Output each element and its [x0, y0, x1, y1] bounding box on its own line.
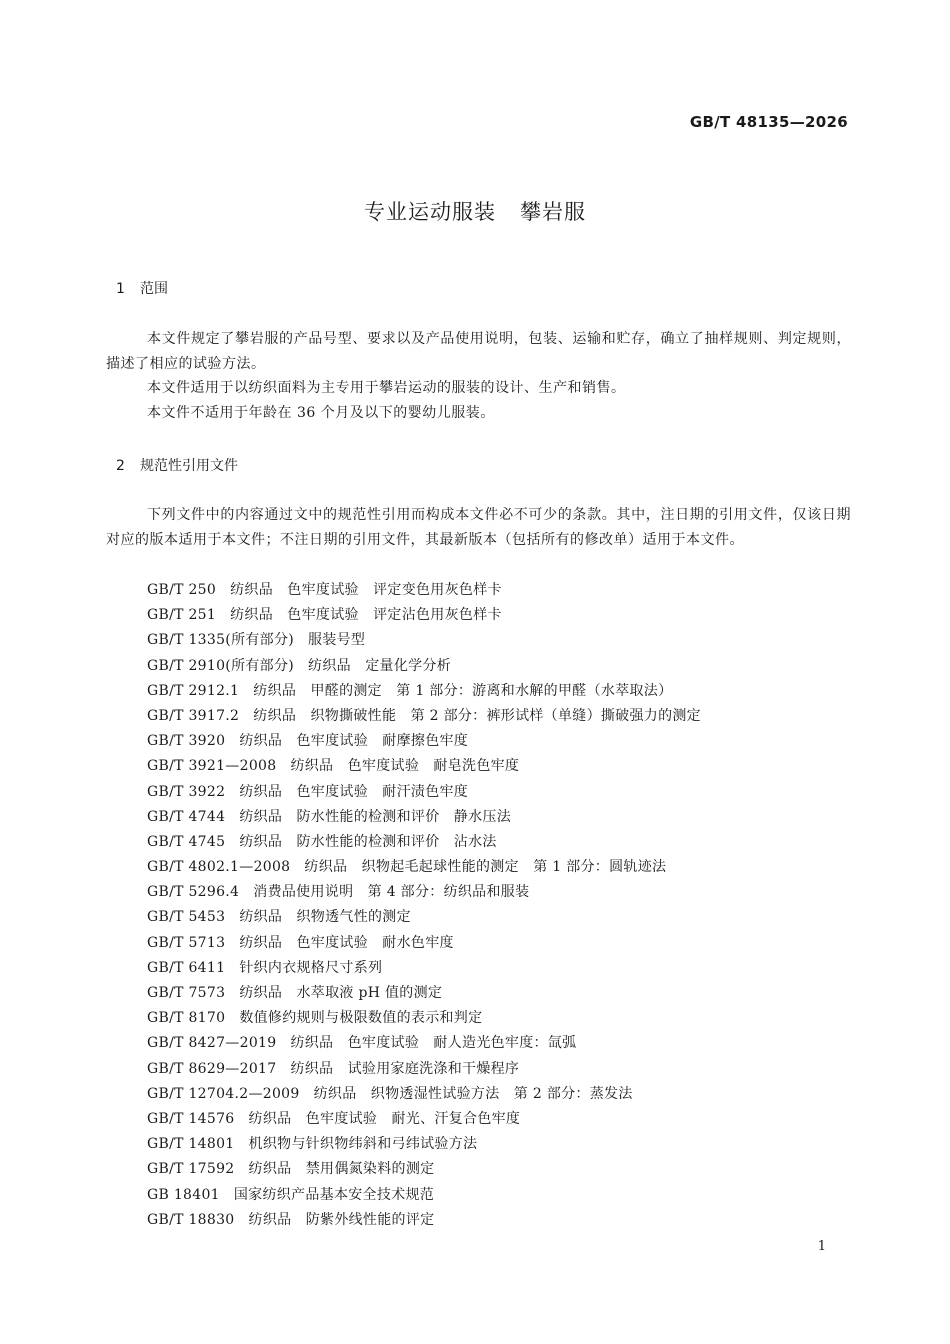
- reference-item: [147, 1031, 701, 1056]
- reference-title: 纺织品 试验用家庭洗涤和干燥程序: [290, 1060, 520, 1077]
- reference-title: 数值修约规则与极限数值的表示和判定: [239, 1010, 483, 1027]
- reference-title: 纺织品 防水性能的检测和评价 沾水法: [239, 833, 497, 850]
- reference-code: GB/T 4744: [147, 808, 226, 825]
- reference-item: [147, 956, 701, 981]
- reference-item: [147, 754, 701, 779]
- references-intro: 下列文件中的内容通过文中的规范性引用而构成本文件必不可少的条款。其中，注日期的引用文件，仅该日期对应的版本适用于本文件；不注日期的引用文件，其最新版本（包括所有的修改单）适用于本文件。: [106, 507, 851, 548]
- reference-code: GB/T 8427—2019: [147, 1035, 277, 1052]
- reference-title: 纺织品 织物起毛起球性能的测定 第 1 部分：圆轨迹法: [304, 859, 667, 876]
- reference-title: 国家纺织产品基本安全技术规范: [233, 1186, 435, 1203]
- reference-title: 纺织品 色牢度试验 耐人造光色牢度：氙弧: [290, 1035, 577, 1052]
- reference-code: GB/T 3920: [147, 733, 226, 750]
- section-number: 1: [116, 281, 125, 297]
- reference-code: GB/T 251: [147, 607, 217, 624]
- reference-title: 针织内衣规格尺寸系列: [239, 959, 383, 976]
- section-number: 2: [116, 458, 125, 474]
- reference-code: GB/T 8170: [147, 1010, 226, 1027]
- standard-code: GB/T 48135—2026: [689, 113, 848, 131]
- reference-item: [147, 855, 701, 880]
- scope-paragraph-2: 本文件适用于以纺织面料为主专用于攀岩运动的服装的设计、生产和销售。: [147, 380, 626, 396]
- reference-item: [147, 830, 701, 855]
- reference-item: [147, 628, 701, 653]
- reference-code: GB/T 2910(所有部分): [147, 657, 295, 674]
- reference-title: 纺织品 防紫外线性能的评定: [248, 1211, 435, 1228]
- reference-code: GB/T 6411: [147, 959, 226, 976]
- reference-list: [147, 578, 701, 1233]
- reference-item: [147, 603, 701, 628]
- reference-code: GB/T 250: [147, 582, 217, 598]
- reference-item: [147, 1006, 701, 1031]
- reference-item: [147, 654, 701, 679]
- section-2-heading: [116, 455, 238, 475]
- reference-code: GB/T 17592: [147, 1161, 235, 1178]
- reference-title: 纺织品 甲醛的测定 第 1 部分：游离和水解的甲醛（水萃取法）: [253, 682, 673, 699]
- reference-code: GB/T 2912.1: [147, 682, 240, 699]
- scope-paragraph-1: 本文件规定了攀岩服的产品号型、要求以及产品使用说明，包装、运输和贮存，确立了抽样规则、判定规则，描述了相应的试验方法。: [106, 331, 851, 372]
- reference-title: 纺织品 织物撕破性能 第 2 部分：裤形试样（单缝）撕破强力的测定: [253, 707, 701, 724]
- title-sub: 攀岩服: [520, 200, 586, 224]
- reference-item: [147, 931, 701, 956]
- reference-code: GB/T 4745: [147, 833, 226, 850]
- reference-title: 纺织品 水萃取液 pH 值的测定: [239, 985, 443, 1001]
- reference-code: GB/T 4802.1—2008: [147, 859, 291, 876]
- reference-code: GB/T 8629—2017: [147, 1060, 277, 1077]
- reference-item: [147, 981, 701, 1006]
- reference-item: [147, 1183, 701, 1208]
- reference-code: GB/T 3917.2: [147, 707, 240, 724]
- reference-code: GB/T 5296.4: [147, 884, 240, 901]
- reference-item: [147, 704, 701, 729]
- reference-item: [147, 729, 701, 754]
- reference-title: 纺织品 色牢度试验 耐光、汗复合色牢度: [248, 1110, 521, 1127]
- reference-item: [147, 780, 701, 805]
- reference-title: 纺织品 色牢度试验 耐水色牢度: [239, 934, 454, 951]
- section-title: 范围: [140, 281, 168, 297]
- reference-title: 消费品使用说明 第 4 部分：纺织品和服装: [253, 884, 530, 901]
- reference-item: [147, 805, 701, 830]
- reference-title: 纺织品 禁用偶氮染料的测定: [248, 1161, 435, 1178]
- reference-code: GB 18401: [147, 1186, 220, 1203]
- reference-title: 纺织品 色牢度试验 评定变色用灰色样卡: [230, 582, 502, 598]
- reference-code: GB/T 5453: [147, 909, 226, 926]
- reference-code: GB/T 14801: [147, 1136, 235, 1153]
- title-main: 专业运动服装: [364, 200, 496, 224]
- reference-item: [147, 1208, 701, 1233]
- reference-code: GB/T 5713: [147, 934, 226, 951]
- reference-title: 纺织品 色牢度试验 耐摩擦色牢度: [239, 733, 469, 750]
- page-number: 1: [817, 1239, 826, 1254]
- reference-title: 服装号型: [308, 632, 366, 649]
- reference-code: GB/T 12704.2—2009: [147, 1085, 300, 1102]
- reference-item: [147, 1082, 701, 1107]
- reference-code: GB/T 3922: [147, 783, 226, 800]
- reference-title: 机织物与针织物纬斜和弓纬试验方法: [248, 1136, 478, 1153]
- reference-title: 纺织品 色牢度试验 耐汗渍色牢度: [239, 783, 469, 800]
- reference-title: 纺织品 织物透湿性试验方法 第 2 部分：蒸发法: [313, 1085, 633, 1102]
- reference-title: 纺织品 色牢度试验 耐皂洗色牢度: [290, 758, 520, 775]
- section-1-heading: [116, 278, 168, 298]
- reference-item: [147, 905, 701, 930]
- reference-title: 纺织品 防水性能的检测和评价 静水压法: [239, 808, 512, 825]
- reference-code: GB/T 18830: [147, 1211, 235, 1228]
- scope-paragraph-3: 本文件不适用于年龄在 36 个月及以下的婴幼儿服装。: [147, 405, 495, 421]
- section-title: 规范性引用文件: [140, 458, 238, 474]
- reference-code: GB/T 7573: [147, 985, 226, 1001]
- reference-item: [147, 1057, 701, 1082]
- reference-item: [147, 1157, 701, 1182]
- reference-item: [147, 880, 701, 905]
- reference-item: [147, 1107, 701, 1132]
- reference-code: GB/T 14576: [147, 1110, 235, 1127]
- reference-title: 纺织品 定量化学分析: [308, 657, 452, 674]
- reference-title: 纺织品 色牢度试验 评定沾色用灰色样卡: [230, 607, 502, 624]
- document-title: [0, 196, 950, 226]
- reference-title: 纺织品 织物透气性的测定: [239, 909, 411, 926]
- reference-item: [147, 679, 701, 704]
- reference-code: GB/T 3921—2008: [147, 758, 277, 775]
- reference-code: GB/T 1335(所有部分): [147, 632, 295, 649]
- reference-item: [147, 1132, 701, 1157]
- reference-item: [147, 578, 701, 603]
